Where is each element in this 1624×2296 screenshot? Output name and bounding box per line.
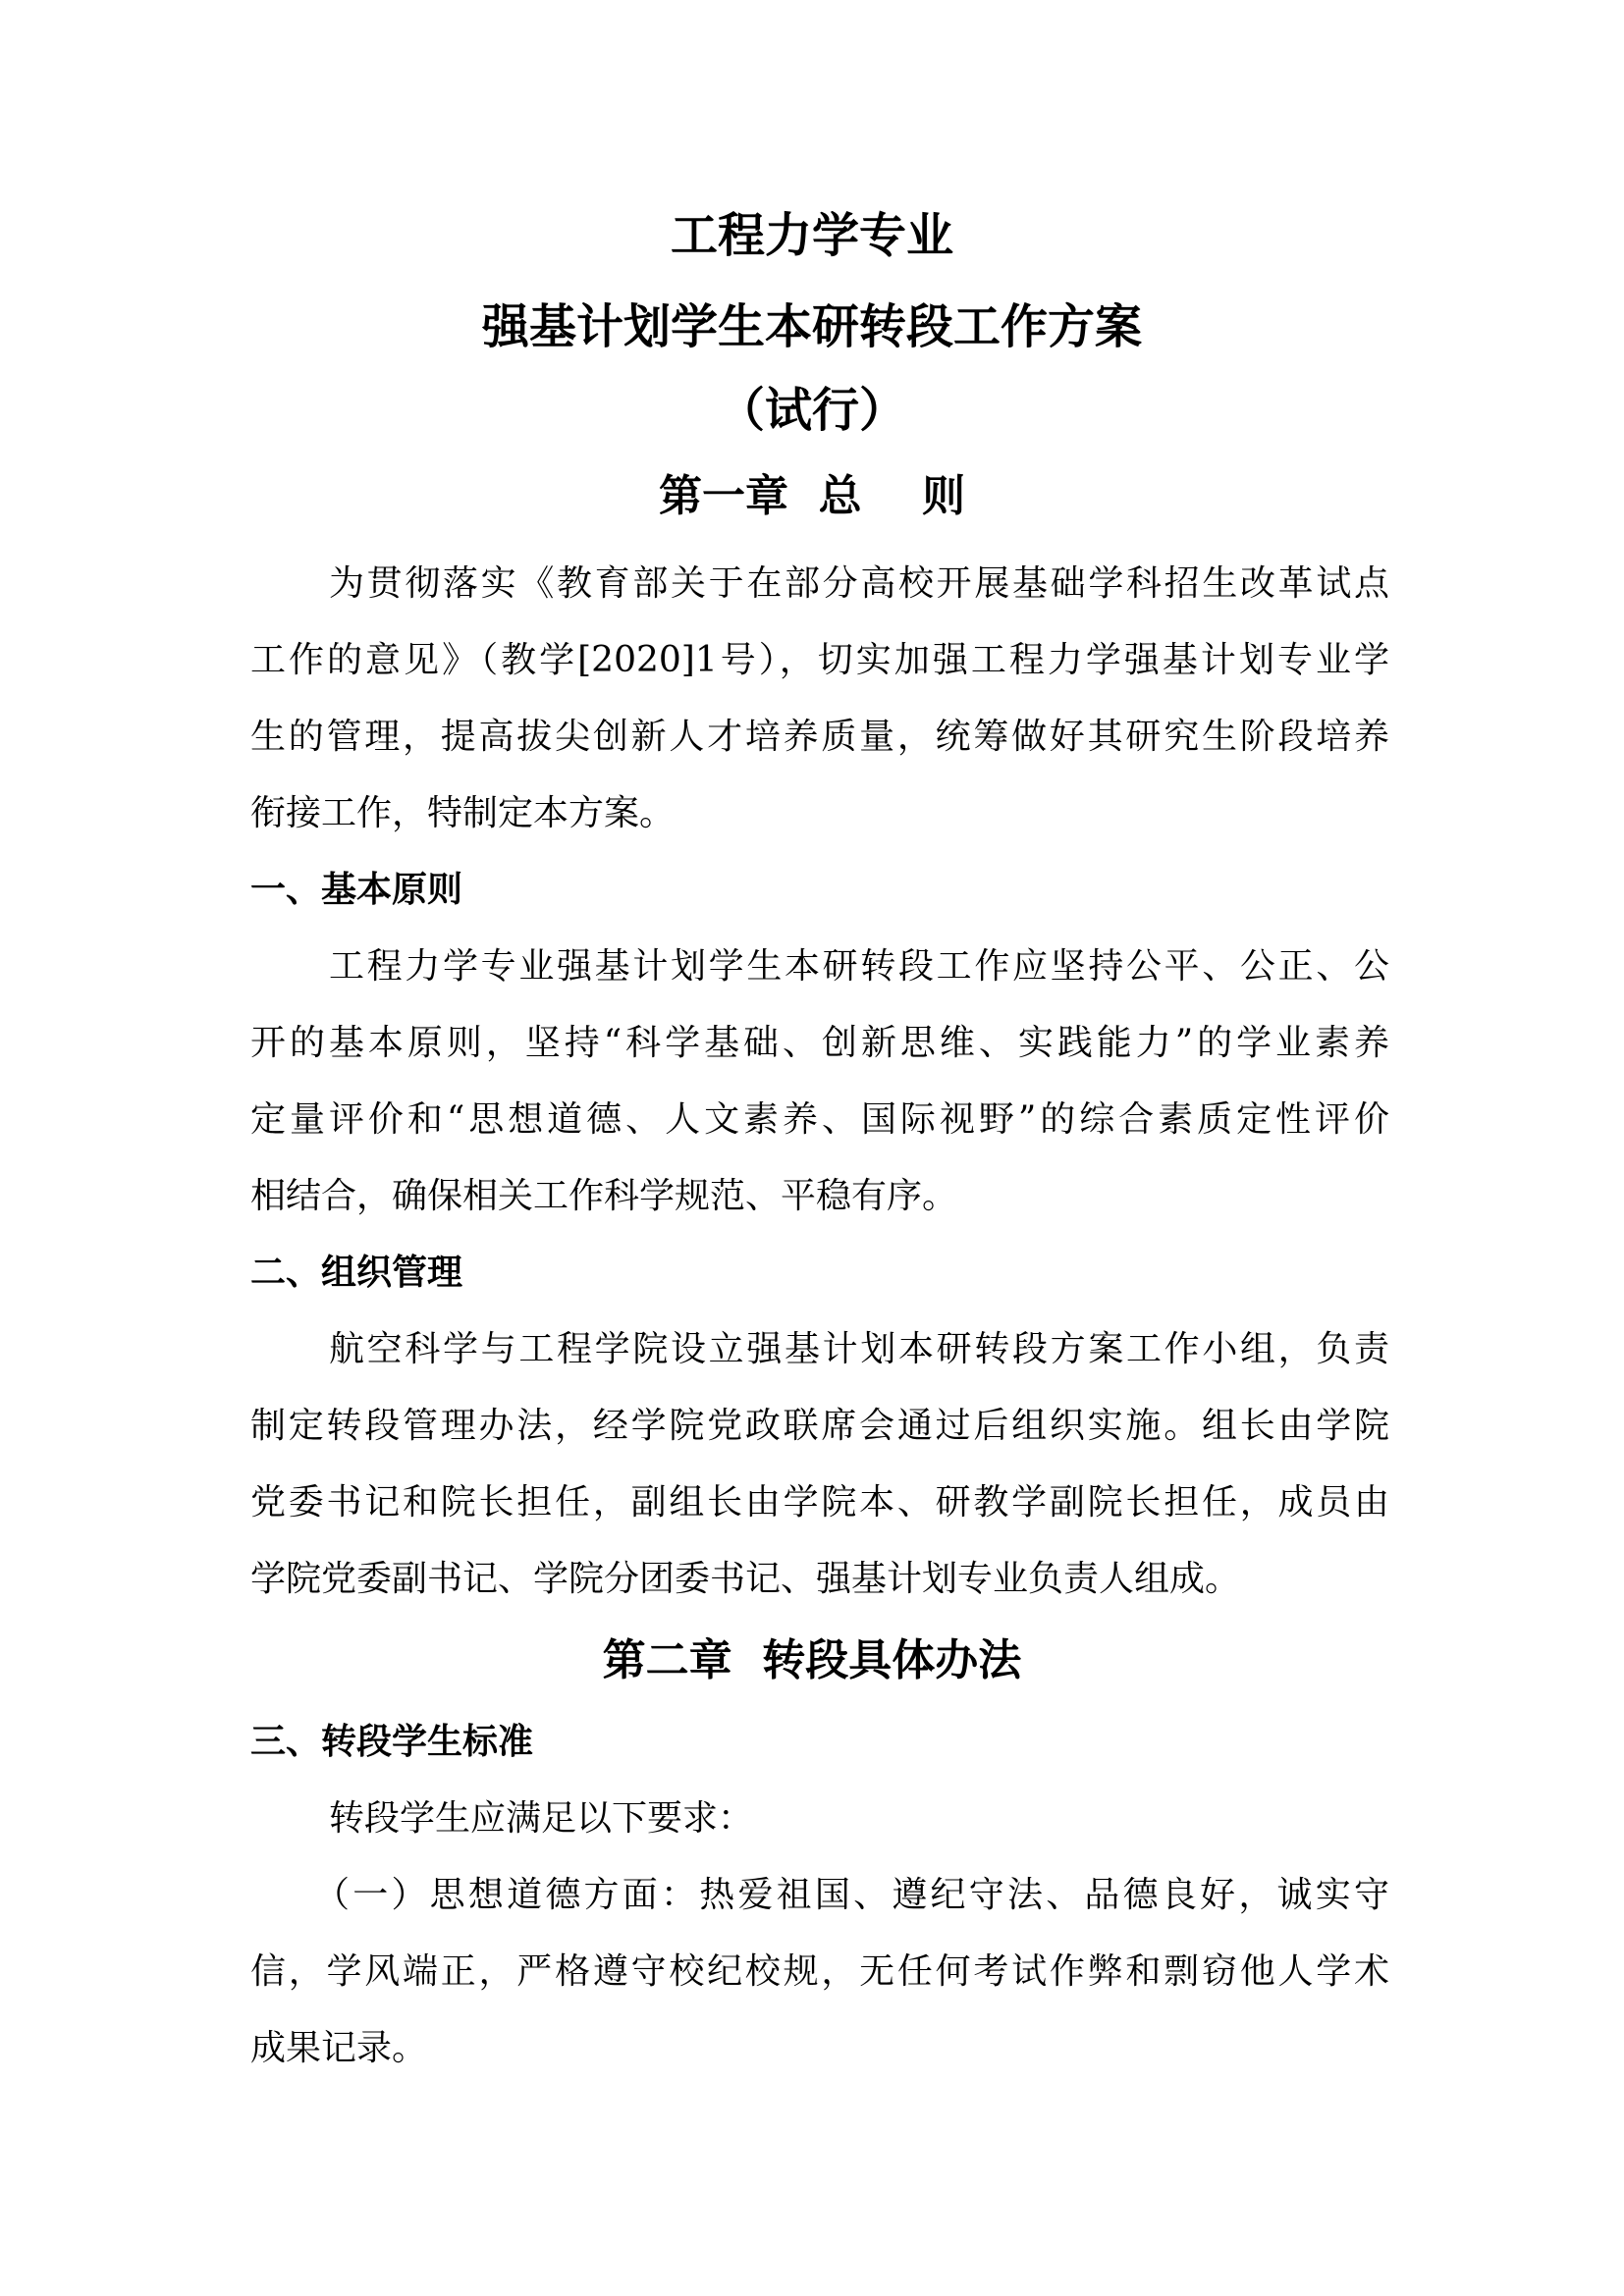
section-3-heading: 三、转段学生标准 (250, 1722, 534, 1762)
intro-paragraph-line: 衔接工作，特制定本方案。 (250, 793, 676, 833)
section-3-item-1-line: 成果记录。 (250, 2028, 428, 2068)
chapter-2-heading: 第二章 转段具体办法 (602, 1635, 1022, 1685)
intro-paragraph-line: 生的管理，提高拔尖创新人才培养质量，统筹做好其研究生阶段培养 (250, 717, 1389, 757)
document-title-line-3: （试行） (717, 383, 906, 438)
section-1-paragraph-line: 定量评价和“思想道德、人文素养、国际视野”的综合素质定性评价 (250, 1099, 1389, 1140)
section-2-paragraph-line: 航空科学与工程学院设立强基计划本研转段方案工作小组，负责 (329, 1329, 1389, 1369)
section-3-intro: 转段学生应满足以下要求： (329, 1798, 754, 1839)
section-2-paragraph-line: 制定转段管理办法，经学院党政联席会通过后组织实施。组长由学院 (250, 1406, 1389, 1446)
section-1-paragraph-line: 工程力学专业强基计划学生本研转段工作应坚持公平、公正、公 (329, 946, 1389, 987)
document-title-line-1: 工程力学专业 (670, 208, 953, 263)
section-1-heading: 一、基本原则 (250, 870, 463, 910)
document-title-line-2: 强基计划学生本研转段工作方案 (481, 299, 1142, 354)
section-1-paragraph-line: 相结合，确保相关工作科学规范、平稳有序。 (250, 1176, 958, 1216)
section-1-paragraph-line: 开的基本原则，坚持“科学基础、创新思维、实践能力”的学业素养 (250, 1023, 1389, 1063)
chapter-1-heading: 第一章 总 则 (659, 471, 965, 521)
section-2-heading: 二、组织管理 (250, 1253, 463, 1293)
intro-paragraph-line: 工作的意见》（教学[2020]1号），切实加强工程力学强基计划专业学 (250, 640, 1389, 680)
section-3-item-1-line: 信，学风端正，严格遵守校纪校规，无任何考试作弊和剽窃他人学术 (250, 1951, 1389, 1992)
section-3-item-1-line: （一）思想道德方面：热爱祖国、遵纪守法、品德良好，诚实守 (314, 1875, 1389, 1915)
section-2-paragraph-line: 学院党委副书记、学院分团委书记、强基计划专业负责人组成。 (250, 1559, 1241, 1599)
section-2-paragraph-line: 党委书记和院长担任，副组长由学院本、研教学副院长担任，成员由 (250, 1482, 1389, 1522)
intro-paragraph-line: 为贯彻落实《教育部关于在部分高校开展基础学科招生改革试点 (329, 563, 1389, 604)
